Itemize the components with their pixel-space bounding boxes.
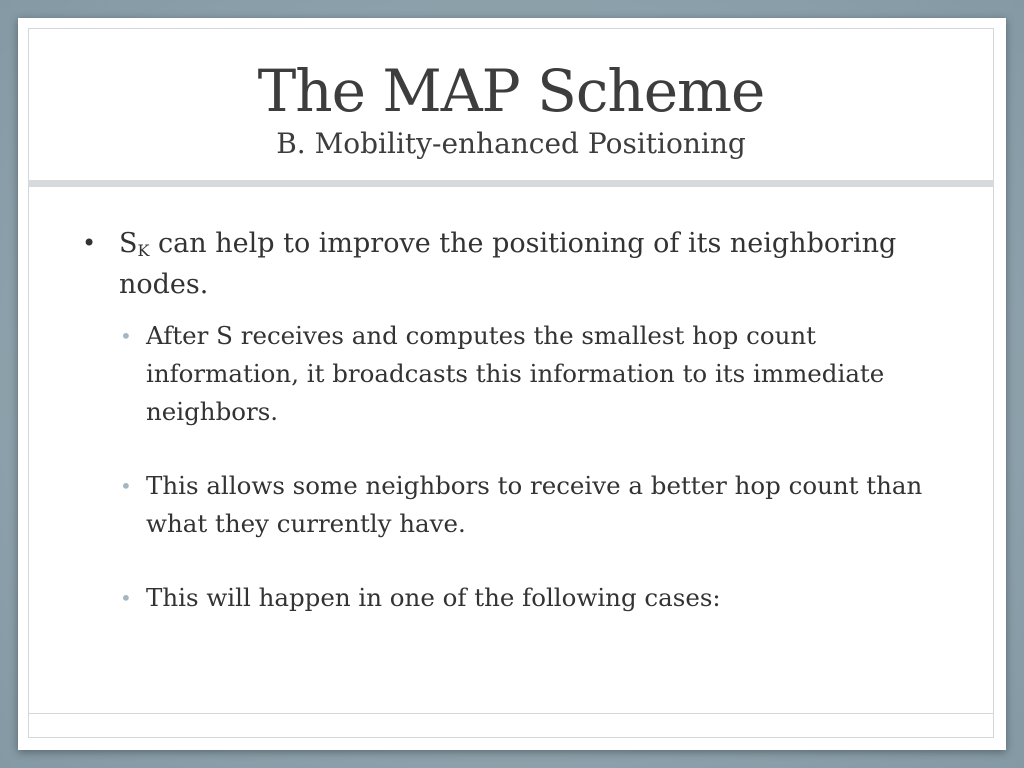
sub-bullet-1 <box>78 317 948 431</box>
title-divider <box>28 180 994 187</box>
sub-bullet-dot-icon: • <box>120 586 132 610</box>
title-area <box>29 29 993 181</box>
bullet-main <box>78 223 948 305</box>
slide-subtitle: B. Mobility-enhanced Positioning <box>276 127 746 160</box>
sub-bullet-2 <box>78 467 948 543</box>
slide-title: The MAP Scheme <box>257 57 765 125</box>
slide-body <box>78 223 948 653</box>
sub-bullet-text: After S receives and computes the smallest hop count information, it broadcasts this information to its immediate neighbors. <box>146 321 885 426</box>
sub-bullet-dot-icon: • <box>120 474 132 498</box>
slide <box>18 18 1006 750</box>
sub-bullet-3 <box>78 579 948 617</box>
bullet-subject: S <box>119 228 138 259</box>
bullet-main-text: can help to improve the positioning of its neighboring nodes. <box>119 228 897 300</box>
bullet-subject-subscript: K <box>137 241 150 260</box>
bullet-dot-icon: • <box>82 229 97 257</box>
sub-bullet-text: This will happen in one of the following cases: <box>146 583 721 612</box>
footer-divider <box>28 713 994 714</box>
sub-bullet-text: This allows some neighbors to receive a better hop count than what they currently have. <box>146 471 923 538</box>
sub-bullet-dot-icon: • <box>120 324 132 348</box>
